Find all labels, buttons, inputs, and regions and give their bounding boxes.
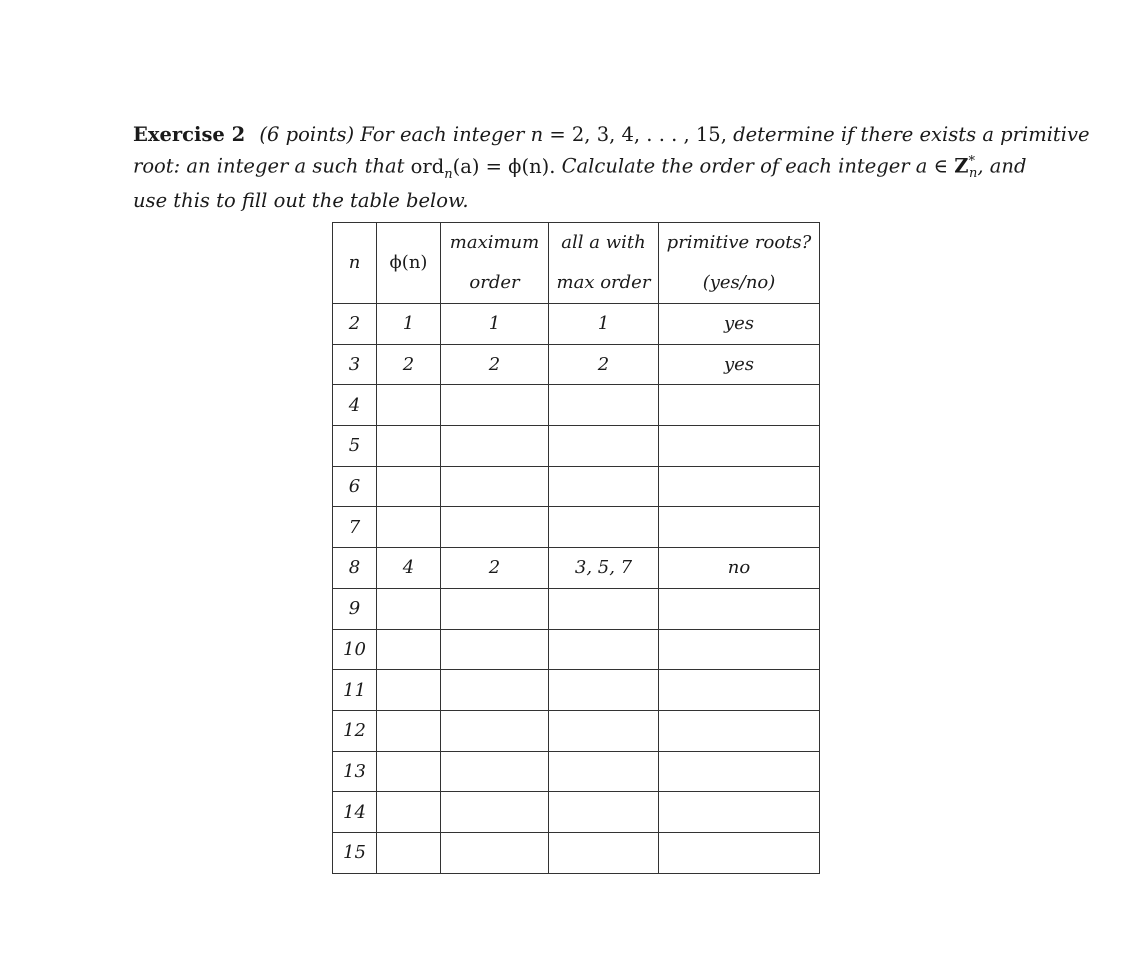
statement-text: use this to fill out the table below. [133, 189, 469, 213]
header-max-order-line2: order [469, 272, 520, 293]
table-body [333, 304, 820, 874]
cell-max-order [441, 588, 549, 629]
cell-n: 2 [333, 304, 377, 345]
cell-all-a [549, 466, 659, 507]
exercise-heading: Exercise 2 [133, 123, 246, 146]
cell-max-order: 2 [441, 548, 549, 589]
math-subscript: n [444, 166, 453, 182]
table-row [333, 426, 820, 467]
table-row [333, 344, 820, 385]
cell-n: 10 [333, 629, 377, 670]
cell-phi [377, 832, 441, 873]
table-row [333, 670, 820, 711]
cell-all-a [549, 710, 659, 751]
table-row [333, 588, 820, 629]
cell-all-a [549, 507, 659, 548]
cell-max-order [441, 792, 549, 833]
math-ord: ord [410, 154, 445, 178]
cell-max-order [441, 751, 549, 792]
cell-primitive-roots [659, 670, 820, 711]
header-phi-label: ϕ(n) [389, 252, 428, 273]
table-row [333, 385, 820, 426]
math-superscript: * [968, 154, 976, 169]
cell-n: 13 [333, 751, 377, 792]
cell-all-a [549, 832, 659, 873]
cell-n: 11 [333, 670, 377, 711]
cell-max-order [441, 426, 549, 467]
cell-all-a [549, 629, 659, 670]
table-row [333, 304, 820, 345]
table-row [333, 507, 820, 548]
cell-phi [377, 710, 441, 751]
cell-max-order [441, 507, 549, 548]
statement-line-2 [133, 148, 1027, 187]
statement-text: determine if there exists a primitive [733, 123, 1090, 146]
math-variable: a [915, 154, 928, 178]
header-n [333, 223, 377, 304]
cell-max-order [441, 832, 549, 873]
exercise-points: (6 points) [259, 123, 355, 146]
cell-phi [377, 670, 441, 711]
cell-primitive-roots: yes [659, 344, 820, 385]
statement-text: , and [977, 154, 1027, 178]
cell-primitive-roots [659, 507, 820, 548]
cell-n: 5 [333, 426, 377, 467]
cell-primitive-roots [659, 426, 820, 467]
table-row [333, 832, 820, 873]
table-header-row [333, 223, 820, 304]
cell-max-order: 2 [441, 344, 549, 385]
table-row [333, 548, 820, 589]
cell-phi [377, 751, 441, 792]
cell-n: 12 [333, 710, 377, 751]
header-primitive-roots-line1: primitive roots? [666, 232, 812, 253]
cell-primitive-roots [659, 832, 820, 873]
cell-phi [377, 629, 441, 670]
cell-primitive-roots [659, 629, 820, 670]
cell-phi: 1 [377, 304, 441, 345]
cell-all-a: 2 [549, 344, 659, 385]
math-expression-rest: (a) = ϕ(n). [452, 154, 556, 178]
cell-primitive-roots [659, 385, 820, 426]
cell-max-order: 1 [441, 304, 549, 345]
cell-primitive-roots [659, 751, 820, 792]
cell-phi [377, 466, 441, 507]
cell-all-a [549, 588, 659, 629]
cell-phi: 2 [377, 344, 441, 385]
cell-primitive-roots [659, 792, 820, 833]
cell-max-order [441, 670, 549, 711]
header-primitive-roots-line2: (yes/no) [702, 272, 776, 293]
cell-phi [377, 507, 441, 548]
cell-primitive-roots [659, 710, 820, 751]
exercise-statement [133, 121, 1090, 214]
header-all-a [549, 223, 659, 304]
math-expression [410, 154, 556, 182]
cell-phi: 4 [377, 548, 441, 589]
cell-max-order [441, 385, 549, 426]
cell-phi [377, 426, 441, 467]
header-primitive-roots [659, 223, 820, 304]
table-row [333, 710, 820, 751]
cell-max-order [441, 710, 549, 751]
cell-n: 15 [333, 832, 377, 873]
math-set-symbol: Z [954, 154, 969, 178]
cell-n: 6 [333, 466, 377, 507]
math-variable: n [530, 123, 544, 146]
cell-primitive-roots [659, 588, 820, 629]
cell-n: 14 [333, 792, 377, 833]
statement-text: such that [312, 154, 405, 178]
statement-line-1 [133, 121, 1090, 148]
cell-all-a [549, 670, 659, 711]
math-expression: = 2, 3, 4, . . . , 15, [549, 123, 727, 146]
cell-all-a [549, 385, 659, 426]
cell-max-order [441, 466, 549, 507]
cell-primitive-roots: yes [659, 304, 820, 345]
cell-n: 8 [333, 548, 377, 589]
cell-n: 4 [333, 385, 377, 426]
header-max-order-line1: maximum [449, 232, 540, 253]
primitive-roots-table [332, 222, 820, 874]
cell-n: 3 [333, 344, 377, 385]
cell-all-a [549, 426, 659, 467]
header-all-a-line1: all a with [561, 232, 646, 253]
cell-all-a: 3, 5, 7 [549, 548, 659, 589]
header-all-a-line2: max order [556, 272, 651, 293]
statement-line-3 [133, 187, 1021, 214]
table-row [333, 792, 820, 833]
table-row [333, 751, 820, 792]
cell-all-a: 1 [549, 304, 659, 345]
cell-all-a [549, 792, 659, 833]
cell-n: 7 [333, 507, 377, 548]
header-phi [377, 223, 441, 304]
cell-phi [377, 792, 441, 833]
cell-phi [377, 588, 441, 629]
math-variable: a [294, 154, 307, 178]
math-subscript: n [969, 166, 978, 182]
header-max-order [441, 223, 549, 304]
cell-primitive-roots [659, 466, 820, 507]
table-row [333, 466, 820, 507]
cell-max-order [441, 629, 549, 670]
header-n-label: n [348, 252, 361, 273]
statement-text: root: an integer [133, 154, 289, 178]
cell-primitive-roots: no [659, 548, 820, 589]
math-symbol: ∈ [933, 154, 949, 178]
cell-n: 9 [333, 588, 377, 629]
table-row [333, 629, 820, 670]
cell-phi [377, 385, 441, 426]
cell-all-a [549, 751, 659, 792]
statement-text: Calculate the order of each integer [561, 154, 910, 178]
statement-text: For each integer [360, 123, 525, 146]
